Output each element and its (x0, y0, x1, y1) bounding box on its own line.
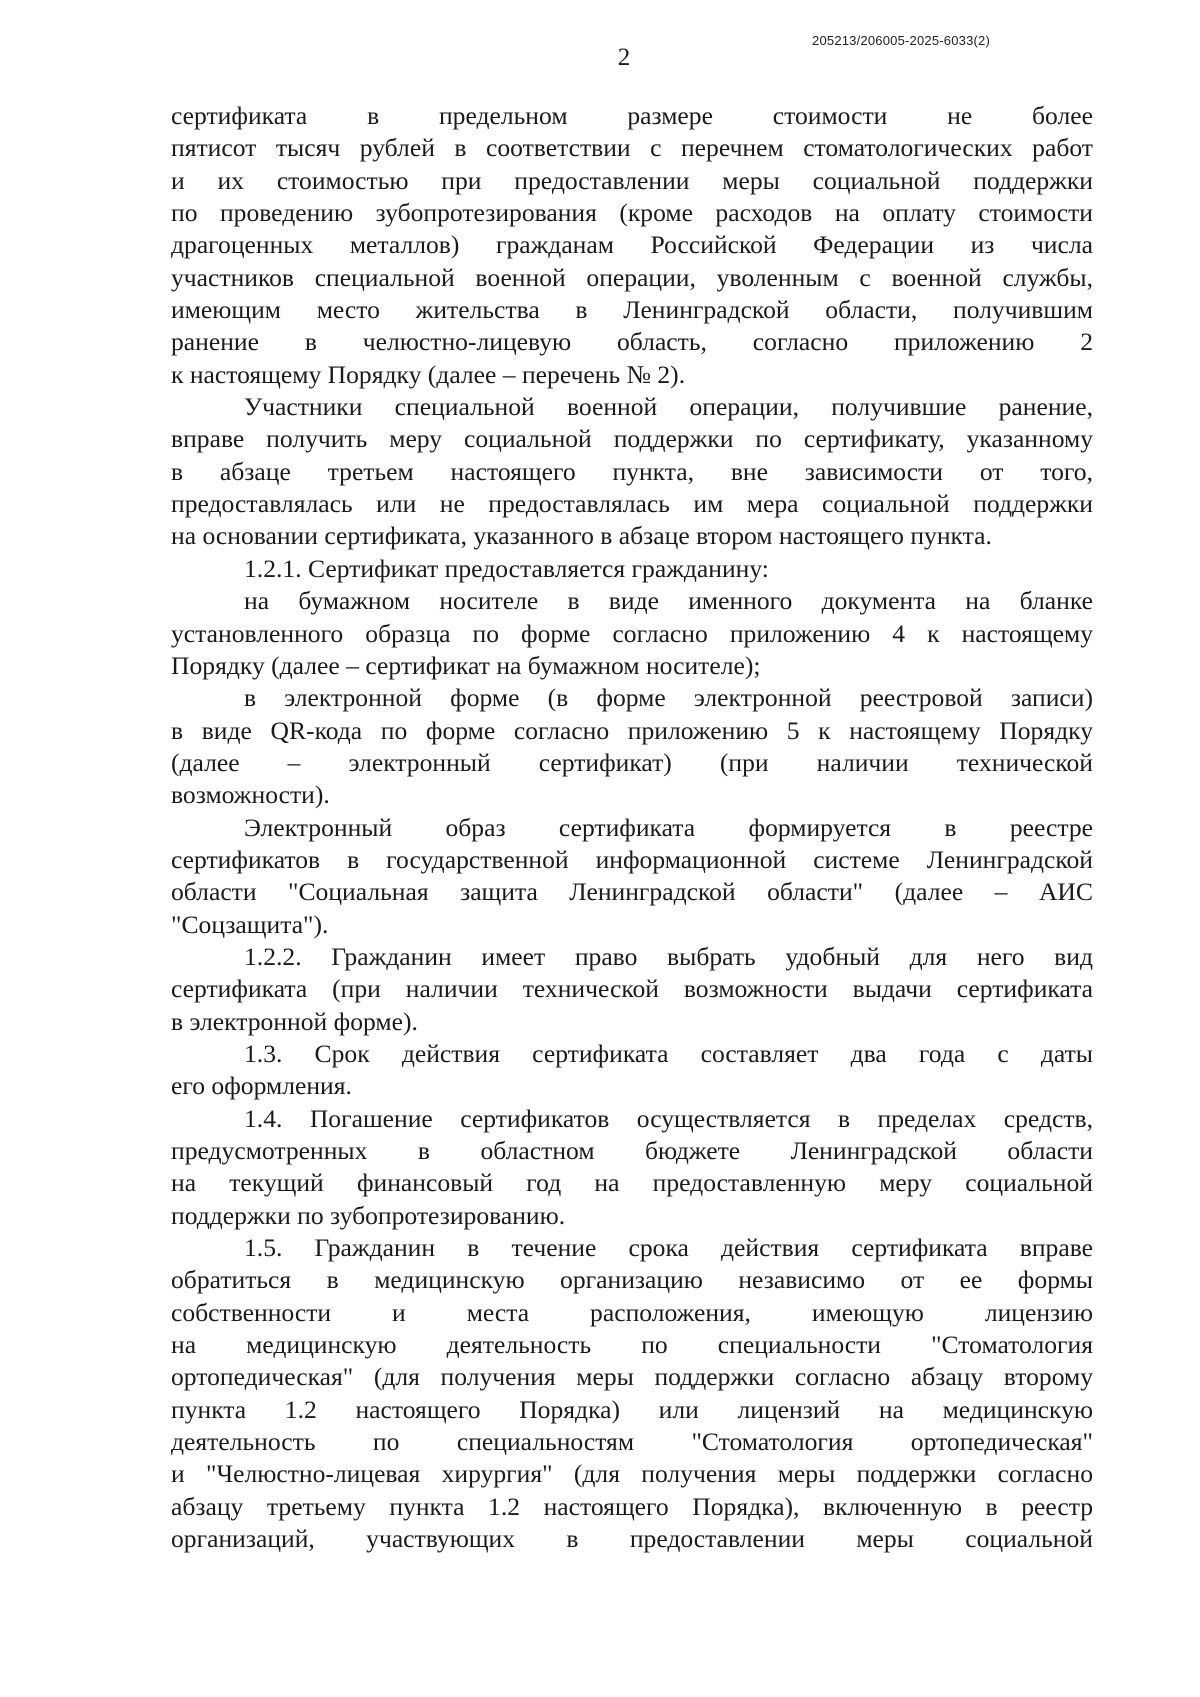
text-line: участников специальной военной операции, уволенным с военной службы, (171, 262, 1093, 292)
text-line: сертификата (при наличии технической возможности выдачи сертификата (171, 974, 1093, 1004)
paragraph-1-5 (171, 1232, 1093, 1555)
text-line: к настоящему Порядку (далее – перечень № 2). (171, 359, 686, 389)
paragraph-continuation (171, 100, 1093, 391)
text-line: Электронный образ сертификата формируется в реестре (244, 812, 1093, 842)
paragraph-electronic-image (171, 812, 1093, 941)
text-line: пункта 1.2 настоящего Порядка) или лицензий на медицинскую (171, 1394, 1093, 1424)
text-line: пятисот тысяч рублей в соответствии с перечнем стоматологических работ (171, 133, 1093, 163)
text-line: и "Челюстно-лицевая хирургия" (для получения меры поддержки согласно (171, 1459, 1093, 1489)
text-line: в абзаце третьем настоящего пункта, вне зависимости от того, (171, 456, 1093, 486)
text-line: организаций, участвующих в предоставлении меры социальной (171, 1524, 1093, 1554)
text-line: на бумажном носителе в виде именного документа на бланке (244, 586, 1093, 616)
paragraph-electronic-certificate (171, 682, 1093, 811)
text-line: 1.2.2. Гражданин имеет право выбрать удобный для него вид (244, 941, 1093, 971)
text-line: области "Социальная защита Ленинградской области" (далее – АИС (171, 877, 1093, 907)
text-line: в электронной форме (в форме электронной реестровой записи) (244, 683, 1093, 713)
text-line: сертификата в предельном размере стоимости не более (171, 101, 1093, 130)
text-line: драгоценных металлов) гражданам Российской Федерации из числа (171, 230, 1093, 260)
text-line: в виде QR-кода по форме согласно приложению 5 к настоящему Порядку (171, 715, 1093, 745)
paragraph-1-3 (171, 1038, 1093, 1103)
text-line: вправе получить меру социальной поддержки по сертификату, указанному (171, 424, 1093, 454)
text-line: по проведению зубопротезирования (кроме расходов на оплату стоимости (171, 198, 1093, 228)
paragraph-1-4 (171, 1103, 1093, 1232)
text-line: имеющим место жительства в Ленинградской области, получившим (171, 295, 1093, 325)
text-line: предоставлялась или не предоставлялась им мера социальной поддержки (171, 489, 1093, 519)
document-registration-number: 205213/206005-2025-6033(2) (812, 33, 990, 48)
paragraph-paper-certificate (171, 585, 1093, 682)
text-line: ранение в челюстно-лицевую область, согласно приложению 2 (171, 327, 1093, 357)
text-line: Участники специальной военной операции, получившие ранение, (244, 392, 1093, 422)
text-line: собственности и места расположения, имеющую лицензию (171, 1297, 1093, 1327)
text-line: обратиться в медицинскую организацию независимо от ее формы (171, 1265, 1093, 1295)
text-line: на основании сертификата, указанного в абзаце втором настоящего пункта. (171, 521, 992, 551)
text-line: на медицинскую деятельность по специальности "Стоматология (171, 1330, 1093, 1360)
text-line: "Соцзащита"). (171, 909, 329, 939)
text-line: и их стоимостью при предоставлении меры социальной поддержки (171, 165, 1093, 195)
text-line: 1.4. Погашение сертификатов осуществляется в пределах средств, (244, 1103, 1093, 1133)
paragraph-1-2-1 (171, 553, 1093, 585)
text-line: возможности). (171, 780, 330, 810)
text-line: в электронной форме). (171, 1006, 418, 1036)
text-line: на текущий финансовый год на предоставленную меру социальной (171, 1168, 1093, 1198)
paragraph-1-2-2 (171, 941, 1093, 1038)
document-body (171, 100, 1093, 1555)
text-line: ортопедическая" (для получения меры поддержки согласно абзацу второму (171, 1362, 1093, 1392)
text-line: абзацу третьему пункта 1.2 настоящего Порядка), включенную в реестр (171, 1491, 1093, 1521)
text-line: 1.2.1. Сертификат предоставляется гражданину: (244, 553, 769, 583)
text-line: установленного образца по форме согласно приложению 4 к настоящему (171, 618, 1093, 648)
page-number: 2 (617, 44, 631, 71)
text-line: предусмотренных в областном бюджете Ленинградской области (171, 1136, 1093, 1165)
text-line: 1.5. Гражданин в течение срока действия сертификата вправе (244, 1233, 1093, 1263)
text-line: 1.3. Срок действия сертификата составляет два года с даты (244, 1038, 1093, 1068)
text-line: Порядку (далее – сертификат на бумажном носителе); (171, 650, 761, 680)
text-line: деятельность по специальностям "Стоматология ортопедическая" (171, 1427, 1093, 1457)
text-line: его оформления. (171, 1071, 352, 1101)
text-line: сертификатов в государственной информационной системе Ленинградской (171, 844, 1093, 874)
paragraph-participants (171, 391, 1093, 553)
text-line: (далее – электронный сертификат) (при наличии технической (171, 747, 1093, 777)
text-line: поддержки по зубопротезированию. (171, 1200, 566, 1230)
